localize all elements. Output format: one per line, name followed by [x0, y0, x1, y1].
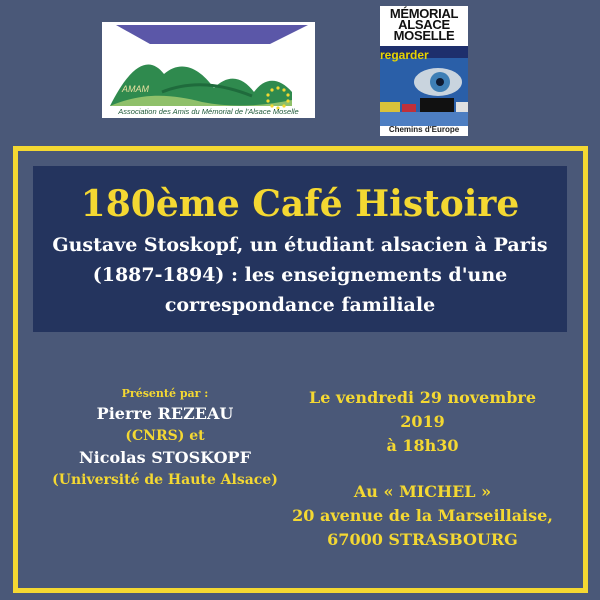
event-details [285, 386, 560, 552]
amam-logo [102, 22, 315, 118]
amam-mark: AMAM [122, 84, 149, 94]
event-title: 180ème Café Histoire [80, 183, 520, 225]
title-box [33, 166, 567, 332]
presenters-label: Présenté par : [121, 387, 209, 400]
memorial-title-line: MÉMORIAL [389, 6, 459, 21]
event-street: 20 avenue de la Marseillaise, [292, 506, 553, 525]
event-subtitle: Gustave Stoskopf, un étudiant alsacien à Paris (1887-1894) : les enseignements d'une correspondance familiale [52, 234, 548, 316]
memorial-title [380, 8, 468, 41]
event-city: 67000 STRASBOURG [327, 530, 518, 549]
presenter-name-1: Pierre REZEAU [96, 404, 234, 423]
memorial-title-line: ALSACE [398, 17, 450, 32]
presenter-name-2: Nicolas STOSKOPF [79, 448, 251, 467]
event-date: Le vendredi 29 novembre 2019 [308, 388, 537, 431]
memorial-title-line: MOSELLE [393, 28, 455, 43]
presenters-block [40, 386, 290, 490]
amam-emblem-icon [102, 22, 315, 118]
event-time: à 18h30 [386, 436, 459, 455]
presenter-affiliation-1: (CNRS) et [125, 428, 205, 444]
presenter-affiliation-2: (Université de Haute Alsace) [52, 472, 278, 488]
memorial-tagline: regarder [380, 48, 429, 62]
memorial-footer: Chemins d'Europe [388, 125, 460, 134]
memorial-logo [380, 6, 468, 136]
event-venue: Au « MICHEL » [353, 482, 492, 501]
amam-caption: Association des Amis du Mémorial de l'Alsace Moselle [118, 107, 299, 116]
